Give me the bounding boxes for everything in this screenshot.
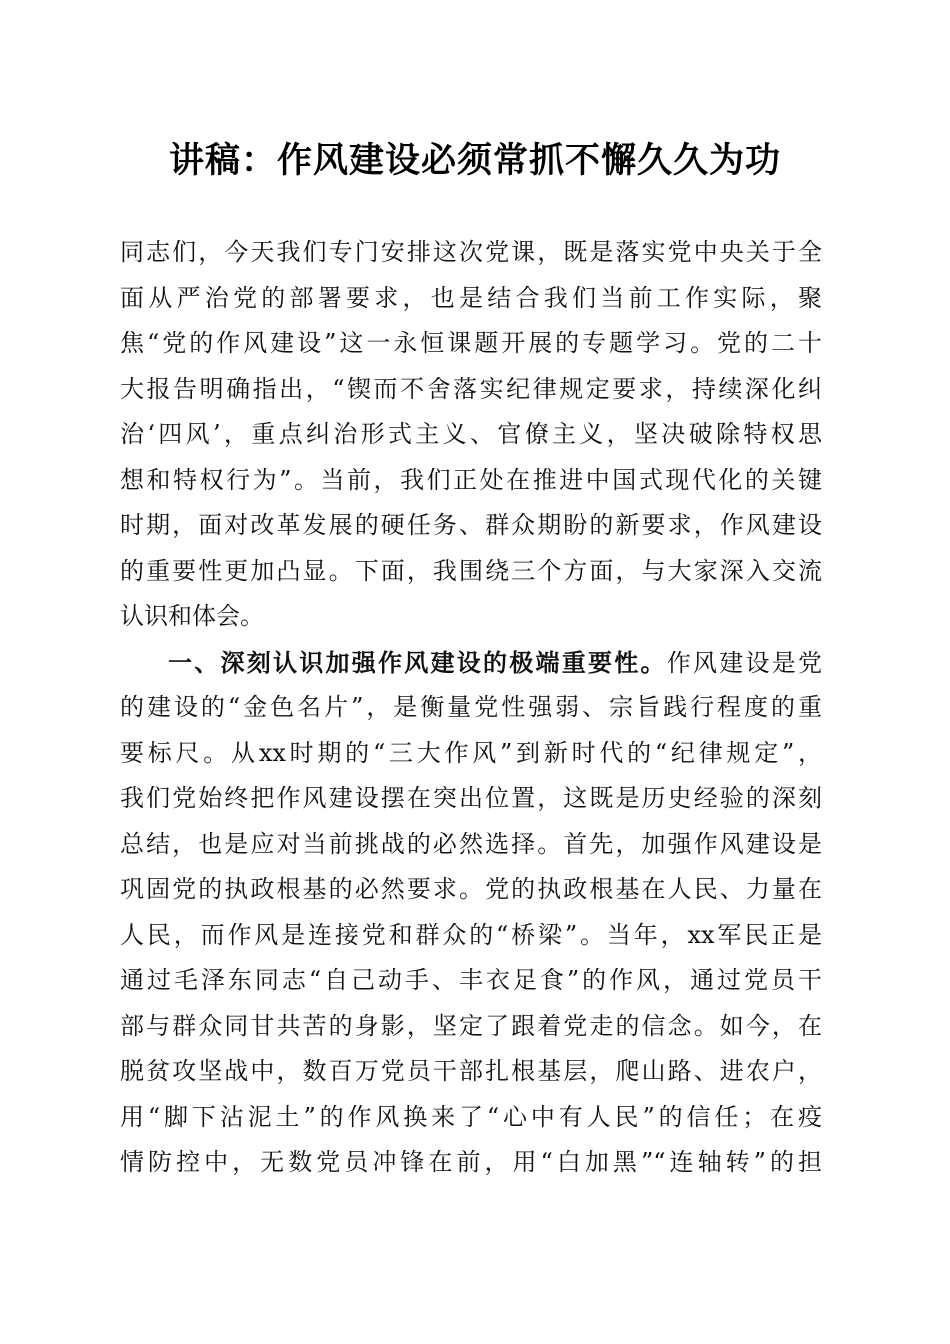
document-body xyxy=(120,230,822,1186)
paragraph-line: 焦“党的作风建设”这一永恒课题开展的专题学习。党的二十 xyxy=(120,329,822,357)
paragraph-line: 部与群众同甘共苦的身影，坚定了跟着党走的信念。如今，在 xyxy=(120,1011,822,1040)
paragraph-line: 人民，而作风是连接党和群众的“桥梁”。当年，xx军民正是 xyxy=(120,920,822,949)
paragraph-line: 我们党始终把作风建设摆在突出位置，这既是历史经验的深刻 xyxy=(120,784,822,812)
document-title: 讲稿：作风建设必须常抓不懈久久为功 xyxy=(168,140,781,181)
paragraph-line: 用“脚下沾泥土”的作风换来了“心中有人民”的信任；在疫 xyxy=(120,1102,822,1131)
paragraph-line: 脱贫攻坚战中，数百万党员干部扎根基层，爬山路、进农户， xyxy=(120,1057,822,1085)
paragraph-line: 面从严治党的部署要求，也是结合我们当前工作实际，聚 xyxy=(120,283,822,312)
paragraph-line: 同志们，今天我们专门安排这次党课，既是落实党中央关于全 xyxy=(120,238,822,266)
paragraph-line: 通过毛泽东同志“自己动手、丰衣足食”的作风，通过党员干 xyxy=(120,966,822,994)
paragraph-line: 的建设的“金色名片”，是衡量党性强弱、宗旨践行程度的重 xyxy=(120,693,822,721)
paragraph-line: 大报告明确指出，“锲而不舍落实纪律规定要求，持续深化纠 xyxy=(120,374,822,403)
section-heading-rest: 作风建设是党 xyxy=(666,648,822,677)
paragraph-line: 认识和体会。 xyxy=(120,602,264,630)
paragraph-line: 总结，也是应对当前挑战的必然选择。首先，加强作风建设是 xyxy=(120,829,822,858)
paragraph-line: 治‘四风’，重点纠治形式主义、官僚主义，坚决破除特权思 xyxy=(120,420,822,448)
section-heading-line xyxy=(120,640,822,686)
paragraph-line: 想和特权行为”。当前，我们正处在推进中国式现代化的关键 xyxy=(120,465,822,494)
paragraph-line: 情防控中，无数党员冲锋在前，用“白加黑”“连轴转”的担 xyxy=(120,1148,822,1176)
paragraph-line: 时期，面对改革发展的硬任务、群众期盼的新要求，作风建设 xyxy=(120,511,822,539)
paragraph-line: 的重要性更加凸显。下面，我围绕三个方面，与大家深入交流 xyxy=(120,556,822,585)
section-heading: 一、深刻认识加强作风建设的极端重要性。 xyxy=(168,647,667,677)
paragraph-line: 要标尺。从xx时期的“三大作风”到新时代的“纪律规定”， xyxy=(120,738,822,767)
paragraph-line: 巩固党的执政根基的必然要求。党的执政根基在人民、力量在 xyxy=(120,875,822,903)
